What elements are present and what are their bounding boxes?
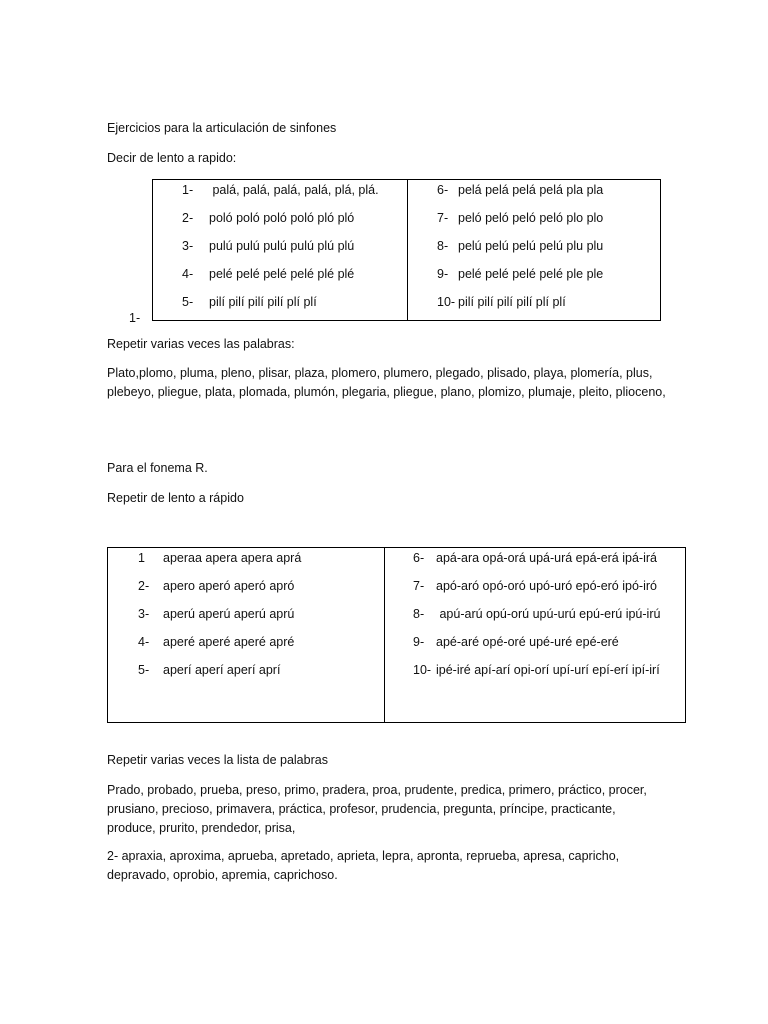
- table-row: 5- pilí pilí pilí pilí plí plí: [182, 295, 317, 309]
- table-row: 4- aperé aperé aperé apré: [138, 635, 295, 649]
- table-row: 5- aperí aperí aperí aprí: [138, 663, 281, 677]
- section-heading: Repetir varias veces la lista de palabras: [107, 753, 328, 767]
- table-right-column: [408, 180, 661, 321]
- syllable-table-pl: [152, 179, 661, 321]
- table-row: 10- pilí pilí pilí pilí plí plí: [437, 295, 566, 309]
- table-row: 1- palá, palá, palá, palá, plá, plá.: [182, 183, 379, 197]
- table-row: 8- pelú pelú pelú pelú plu plu: [437, 239, 604, 253]
- word-list-apr: 2- apraxia, aproxima, aprueba, apretado, aprieta, lepra, apronta, reprueba, apresa, capricho, depravado, oprobio, apremia, caprichoso.: [107, 849, 620, 882]
- table-row: 1 aperaa apera apera aprá: [138, 551, 302, 565]
- word-list-pr: Prado, probado, prueba, preso, primo, pradera, proa, prudente, predica, primero, práctico, procer, prusiano, precioso, primavera, práctica, profesor, prudencia, pregunta, príncipe, practicante, produce, prurito, prendedor, prisa,: [107, 783, 647, 835]
- instruction-text: Decir de lento a rapido:: [107, 151, 237, 165]
- list-marker: 1-: [129, 311, 141, 325]
- document-title: Ejercicios para la articulación de sinfones: [107, 121, 337, 135]
- table-right-column: [385, 548, 686, 723]
- table-row: 8- apú-arú opú-orú upú-urú epú-erú ipú-irú: [413, 607, 661, 621]
- table-row: 6- pelá pelá pelá pelá pla pla: [437, 183, 604, 197]
- table-row: 6- apá-ara opá-orá upá-urá epá-erá ipá-irá: [413, 551, 657, 565]
- word-list-pl: Plato,plomo, pluma, pleno, plisar, plaza, plomero, plumero, plegado, plisado, playa, plomería, plus, plebeyo, pliegue, plata, plomada, plumón, plegaria, pliegue, plano, plomizo, plumaje, pleito, plioceno,: [107, 366, 666, 399]
- instruction-text: Repetir de lento a rápido: [107, 491, 244, 505]
- table-row: 9- apé-aré opé-oré upé-uré epé-eré: [413, 635, 619, 649]
- section-heading-r: Para el fonema R.: [107, 461, 208, 475]
- table-row: 2- apero aperó aperó apró: [138, 579, 295, 593]
- table-left-column: [153, 180, 408, 321]
- table-row: 7- apó-aró opó-oró upó-uró epó-eró ipó-iró: [413, 579, 657, 593]
- table-left-column: [108, 548, 385, 723]
- table-row: 7- peló peló peló peló plo plo: [437, 211, 604, 225]
- table-row: 4- pelé pelé pelé pelé plé plé: [182, 267, 355, 281]
- table-row: 3- pulú pulú pulú pulú plú plú: [182, 239, 355, 253]
- table-row: 9- pelé pelé pelé pelé ple ple: [437, 267, 604, 281]
- syllable-table-pr: [107, 547, 686, 723]
- table-row: 10- ipé-iré apí-arí opi-orí upí-urí epí-erí ipí-irí: [413, 663, 660, 677]
- table-row: 2- poló poló poló poló pló pló: [182, 211, 355, 225]
- table-row: 3- aperú aperú aperú aprú: [138, 607, 295, 621]
- section-heading: Repetir varias veces las palabras:: [107, 337, 295, 351]
